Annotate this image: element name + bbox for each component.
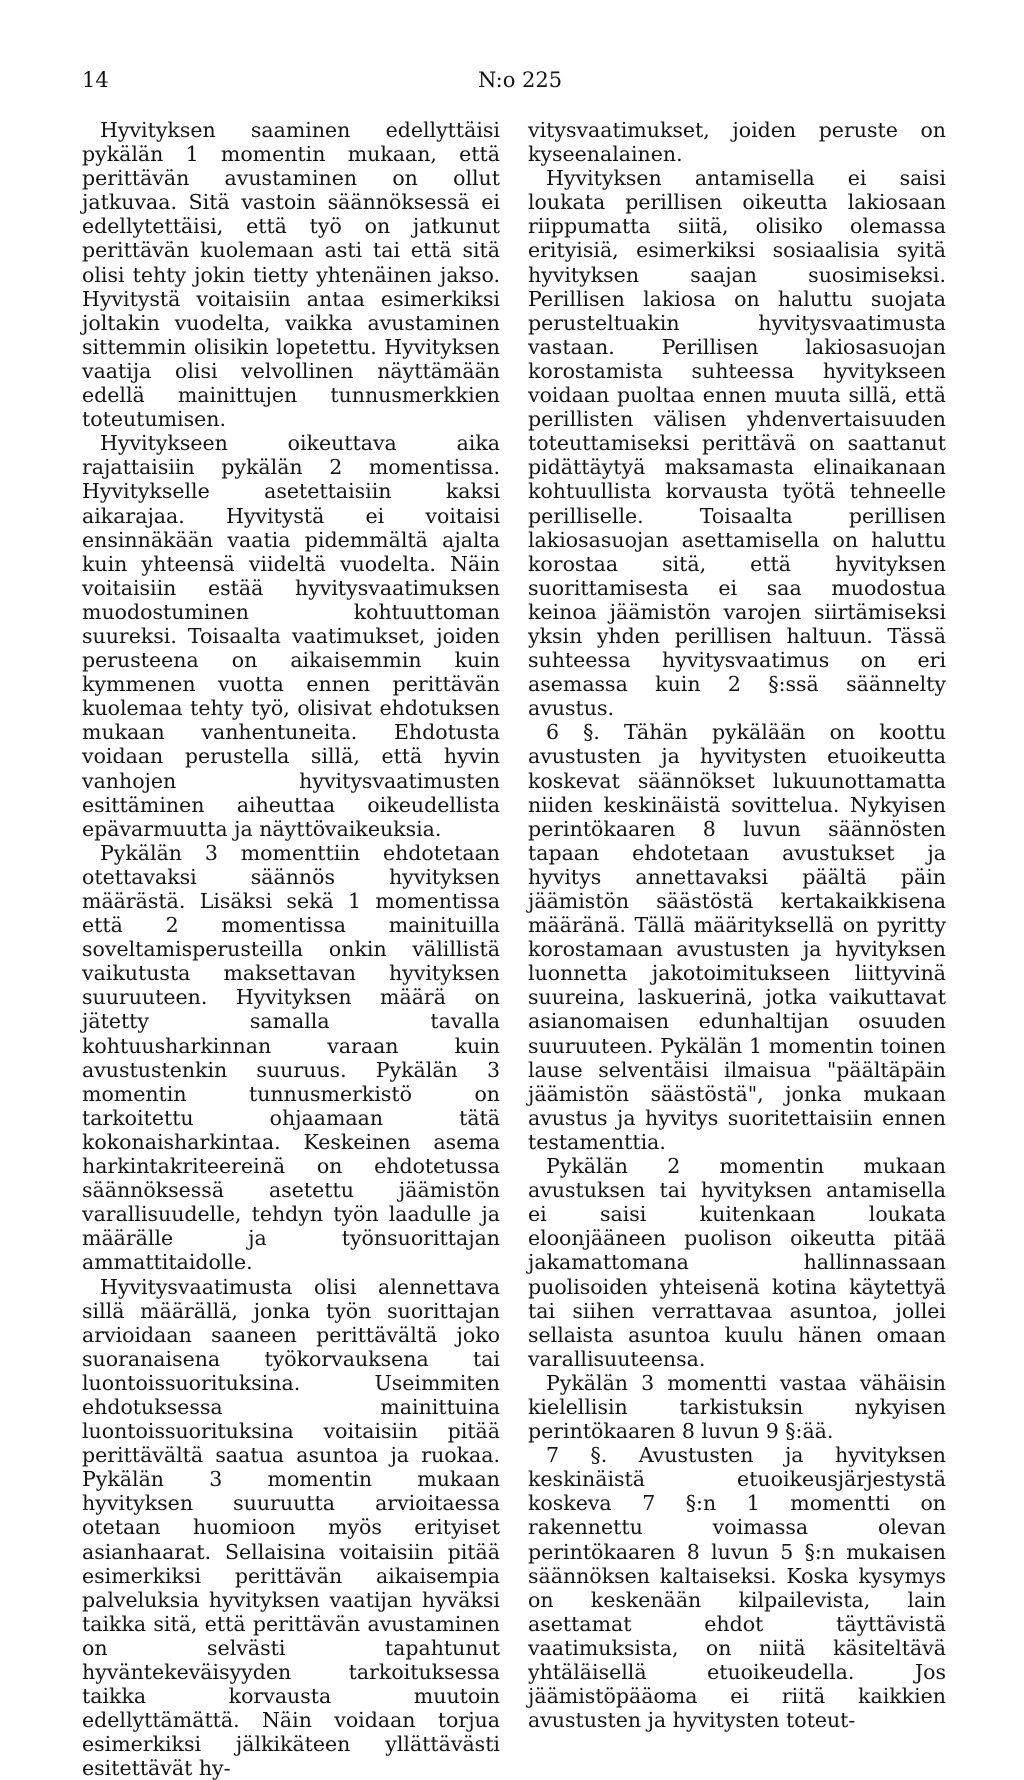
left-paragraph-3: Pykälän 3 momenttiin ehdotetaan otettavaksi säännös hyvityksen määrästä. Lisäksi sekä 1 momentissa että 2 momentissa mainituilla soveltamisperusteilla onkin välillistä vaikutusta maksettavan hyvityksen suuruuteen. Hyvityksen määrä on jätetty samalla tavalla kohtuusharkinnan varaan kuin avustustenkin suuruus. Pykälän 3 momentin tunnusmerkistö on tarkoitettu ohjaamaan tätä kokonaisharkintaa. Keskeinen asema harkintakriteereinä on ehdotetussa säännöksessä asetettu jäämistön varallisuudelle, tehdyn työn laadulle ja määrälle ja työnsuorittajan ammattitaidolle. bbox=[82, 841, 500, 1275]
right-paragraph-3: 6 §. Tähän pykälään on koottu avustusten ja hyvitysten etuoikeutta koskevat säännökset lukuunottamatta niiden keskinäistä sovittelua. Nykyisen perintökaaren 8 luvun säännösten tapaan ehdotetaan avustukset ja hyvitys annettavaksi päältä päin jäämistön säästöstä kertakaikkisena määränä. Tällä määrityksellä on pyritty korostamaan avustusten ja hyvityksen luonnetta jakotoimitukseen liittyvinä suureina, laskuerinä, jotka vaikuttavat asianomaisen edunhaltijan osuuden suuruuteen. Pykälän 1 momentin toinen lause selventäisi ilmaisua "päältäpäin jäämistön säästöstä", jonka mukaan avustus ja hyvitys suoritettaisiin ennen testamenttia. bbox=[528, 720, 946, 1154]
page-header bbox=[82, 60, 946, 100]
right-column bbox=[528, 118, 946, 1732]
right-paragraph-1: vitysvaatimukset, joiden peruste on kyseenalainen. bbox=[528, 118, 946, 166]
right-paragraph-4: Pykälän 2 momentin mukaan avustuksen tai hyvityksen antamisella ei saisi kuitenkaan loukata eloonjääneen puolison oikeutta pitää jakamattomana hallinnassaan puolisoiden yhteisenä kotina käytettyä tai siihen verrattavaa asuntoa, jollei sellaista asuntoa kuulu hänen omaan varallisuuteensa. bbox=[528, 1154, 946, 1371]
page-number: 14 bbox=[82, 68, 109, 92]
right-paragraph-2: Hyvityksen antamisella ei saisi loukata perillisen oikeutta lakiosaan riippumatta siitä, olisiko olemassa erityisiä, esimerkiksi sosiaalisia syitä hyvityksen saajan suosimiseksi. Perillisen lakiosa on haluttu suojata perusteltuakin hyvitysvaatimusta vastaan. Perillisen lakiosasuojan korostamista suhteessa hyvitykseen voidaan puoltaa ennen muuta sillä, että perillisten välisen yhdenvertaisuuden toteuttamiseksi perittävä on saattanut pidättäytyä maksamasta elinaikanaan kohtuullista korvausta työtä tehneelle perilliselle. Toisaalta perillisen lakiosasuojan asettamisella on haluttu korostaa sitä, että hyvityksen suorittamisesta ei saa muodostua keinoa jäämistön varojen siirtämiseksi yksin yhden perillisen haltuun. Tässä suhteessa hyvitysvaatimus on eri asemassa kuin 2 §:ssä säännelty avustus. bbox=[528, 166, 946, 720]
left-paragraph-4: Hyvitysvaatimusta olisi alennettava sillä määrällä, jonka työn suorittajan arvioidaan saaneen perittävältä joko suoranaisena työkorvauksena tai luontoissuorituksina. Useimmiten ehdotuksessa mainittuina luontoissuorituksina voitaisiin pitää perittävältä saatua asuntoa ja ruokaa. Pykälän 3 momentin mukaan hyvityksen suuruutta arvioitaessa otetaan huomioon myös erityiset asianhaarat. Sellaisina voitaisiin pitää esimerkiksi perittävän aikaisempia palveluksia hyvityksen vaatijan hyväksi taikka sitä, että perittävän avustaminen on selvästi tapahtunut hyväntekeväisyyden tarkoituksessa taikka korvausta muutoin edellyttämättä. Näin voidaan torjua esimerkiksi jälkikäteen yllättävästi esitettävät hy- bbox=[82, 1275, 500, 1780]
left-paragraph-2: Hyvitykseen oikeuttava aika rajattaisiin pykälän 2 momentissa. Hyvitykselle asetettaisiin kaksi aikarajaa. Hyvitystä ei voitaisi ensinnäkään vaatia pidemmältä ajalta kuin yhteensä viideltä vuodelta. Näin voitaisiin estää hyvitysvaatimuksen muodostuminen kohtuuttoman suureksi. Toisaalta vaatimukset, joiden perusteena on aikaisemmin kuin kymmenen vuotta ennen perittävän kuolemaa tehty työ, olisivat ehdotuksen mukaan vanhentuneita. Ehdotusta voidaan perustella sillä, että hyvin vanhojen hyvitysvaatimusten esittäminen aiheuttaa oikeudellista epävarmuutta ja näyttövaikeuksia. bbox=[82, 431, 500, 841]
left-paragraph-1: Hyvityksen saaminen edellyttäisi pykälän 1 momentin mukaan, että perittävän avustaminen on ollut jatkuvaa. Sitä vastoin säännöksessä ei edellytettäisi, että työ on jatkunut perittävän kuolemaan asti tai että sitä olisi tehty jokin tietty yhtenäinen jakso. Hyvitystä voitaisiin antaa esimerkiksi joltakin vuodelta, vaikka avustaminen sittemmin olisikin lopetettu. Hyvityksen vaatija olisi velvollinen näyttämään edellä mainittujen tunnusmerkkien toteutumisen. bbox=[82, 118, 500, 431]
document-number: N:o 225 bbox=[478, 68, 562, 92]
right-paragraph-5: Pykälän 3 momentti vastaa vähäisin kielellisin tarkistuksin nykyisen perintökaaren 8 luvun 9 §:ää. bbox=[528, 1371, 946, 1443]
right-paragraph-6: 7 §. Avustusten ja hyvityksen keskinäistä etuoikeusjärjestystä koskeva 7 §:n 1 momentti on rakennettu voimassa olevan perintökaaren 8 luvun 5 §:n mukaisen säännöksen kaltaiseksi. Koska kysymys on keskenään kilpailevista, lain asettamat ehdot täyttävistä vaatimuksista, on niitä käsiteltävä yhtäläisellä etuoikeudella. Jos jäämistöpääoma ei riitä kaikkien avustusten ja hyvitysten toteut- bbox=[528, 1443, 946, 1732]
left-column bbox=[82, 118, 500, 1780]
